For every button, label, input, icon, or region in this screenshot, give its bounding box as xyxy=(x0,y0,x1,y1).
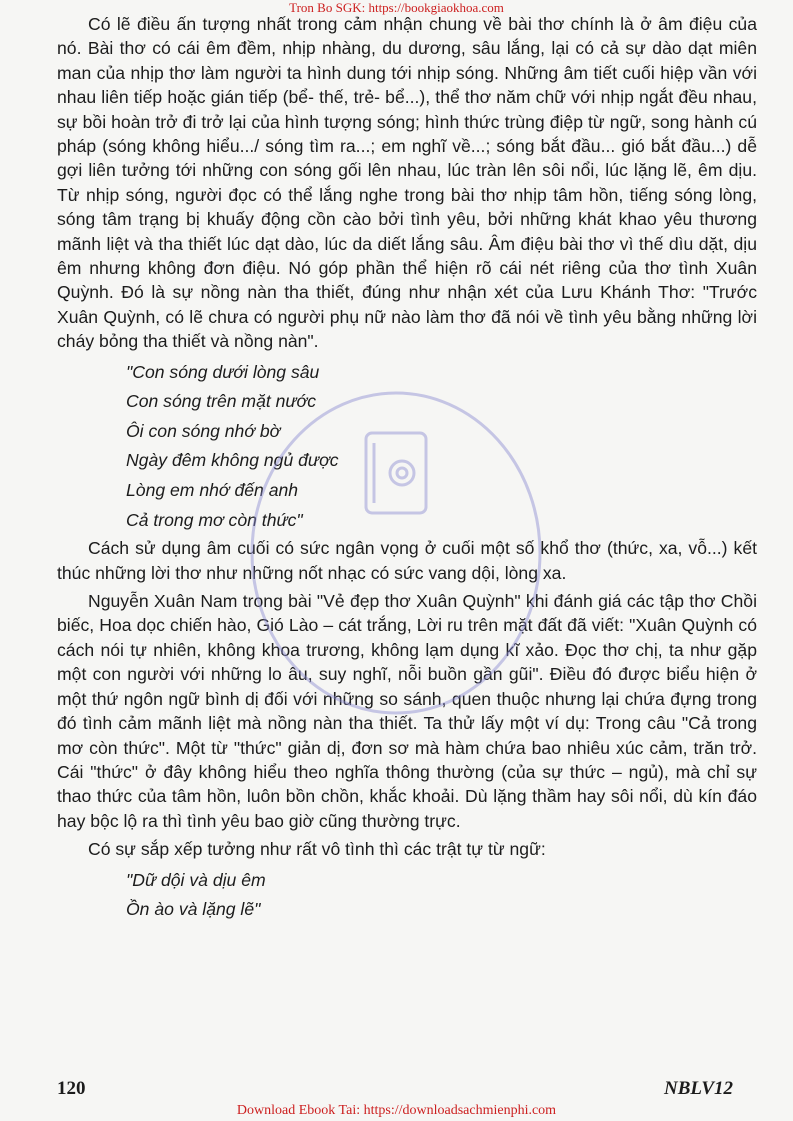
paragraph-3: Nguyễn Xuân Nam trong bài "Vẻ đẹp thơ Xuân Quỳnh" khi đánh giá các tập thơ Chồi biếc, Hoa dọc chiến hào, Gió Lào – cát trắng, Lời ru trên mặt đất đã viết: "Xuân Quỳnh có cách nói tự nhiên, không khoa trương, không lạm dụng kĩ xảo. Đọc thơ chị, ta như gặp một con người với những lo âu, suy nghĩ, nỗi buồn gần gũi". Điều đó được biểu hiện ở một thứ ngôn ngữ bình dị đối với những so sánh, quen thuộc nhưng lại chứa đựng trong đó tình cảm mãnh liệt mà nồng nàn tha thiết. Ta thử lấy một ví dụ: Trong câu "Cả trong mơ còn thức". Một từ "thức" giản dị, đơn sơ mà hàm chứa bao nhiêu xúc cảm, trăn trở. Cái "thức" ở đây không hiểu theo nghĩa thông thường (của sự thức – ngủ), mà chỉ sự thao thức của tâm hồn, luôn bồn chồn, khắc khoải. Dù lặng thầm hay sôi nổi, dù kín đáo hay bộc lộ ra thì tình yêu bao giờ cũng thường trực. xyxy=(57,591,757,831)
poem-line: Lòng em nhớ đến anh xyxy=(126,480,299,501)
poem-line: "Dữ dội và dịu êm xyxy=(126,869,266,890)
poem-line: Ngày đêm không ngủ được xyxy=(126,450,339,471)
paragraph-2: Cách sử dụng âm cuối có sức ngân vọng ở cuối một số khổ thơ (thức, xa, vỗ...) kết thúc những lời thơ như những nốt nhạc có sức vang dội, lòng xa. xyxy=(57,538,757,583)
poem-line: Ồn ào và lặng lẽ" xyxy=(126,899,261,920)
poem-excerpt-2 xyxy=(126,866,757,925)
poem-line: "Con sóng dưới lòng sâu xyxy=(126,361,320,382)
paragraph-1: Có lẽ điều ấn tượng nhất trong cảm nhận chung về bài thơ chính là ở âm điệu của nó. Bài thơ có cái êm đềm, nhịp nhàng, du dương, sâu lắng, lại có cả sự dào dạt miên man của nhịp thơ làm người ta hình dung tới nhịp sóng. Những âm tiết cuối hiệp vần với nhau liên tiếp hoặc gián tiếp (bể- thế, trẻ- bể...), thể thơ năm chữ với nhịp ngắt đều nhau, sự bồi hoàn trở đi trở lại của hình tượng sóng; hình thức trùng điệp từ ngữ, song hành cú pháp (sóng không hiểu.../ sóng tìm ra...; em nghĩ về...; sóng bắt đầu... gió bắt đầu...) dễ gợi liên tưởng tới những con sóng gối lên nhau, lúc tràn lên sôi nổi, lúc lặng lẽ, êm dịu. Từ nhịp sóng, người đọc có thể lắng nghe trong bài thơ nhịp tâm hồn, tiếng sóng lòng, sóng tâm trạng bị khuấy động cồn cào bởi tình yêu, bởi những khát khao yêu thương mãnh liệt và tha thiết lúc dạt dào, lúc da diết lắng sâu. Âm điệu bài thơ vì thế dìu dặt, dịu êm nhưng không đơn điệu. Nó góp phần thể hiện rõ cái nét riêng của thơ tình Xuân Quỳnh. Đó là sự nồng nàn tha thiết, đúng như nhận xét của Lưu Khánh Thơ: "Trước Xuân Quỳnh, có lẽ chưa có người phụ nữ nào làm thơ đã nói về tình yêu bằng những lời cháy bỏng tha thiết và nồng nàn". xyxy=(57,14,757,352)
poem-excerpt-1 xyxy=(126,358,757,536)
page-number: 120 xyxy=(57,1078,86,1099)
poem-line: Cả trong mơ còn thức" xyxy=(126,509,303,530)
poem-line: Ôi con sóng nhớ bờ xyxy=(126,420,281,441)
poem-line: Con sóng trên mặt nước xyxy=(126,391,316,412)
footer-download-link[interactable]: Download Ebook Tai: https://downloadsachmienphi.com xyxy=(236,1103,557,1118)
book-code: NBLV12 xyxy=(664,1078,733,1099)
paragraph-4: Có sự sắp xếp tưởng như rất vô tình thì các trật tự từ ngữ: xyxy=(88,839,546,860)
header-source-link[interactable]: Tron Bo SGK: https://bookgiaokhoa.com xyxy=(289,0,504,15)
page-content xyxy=(57,12,757,925)
